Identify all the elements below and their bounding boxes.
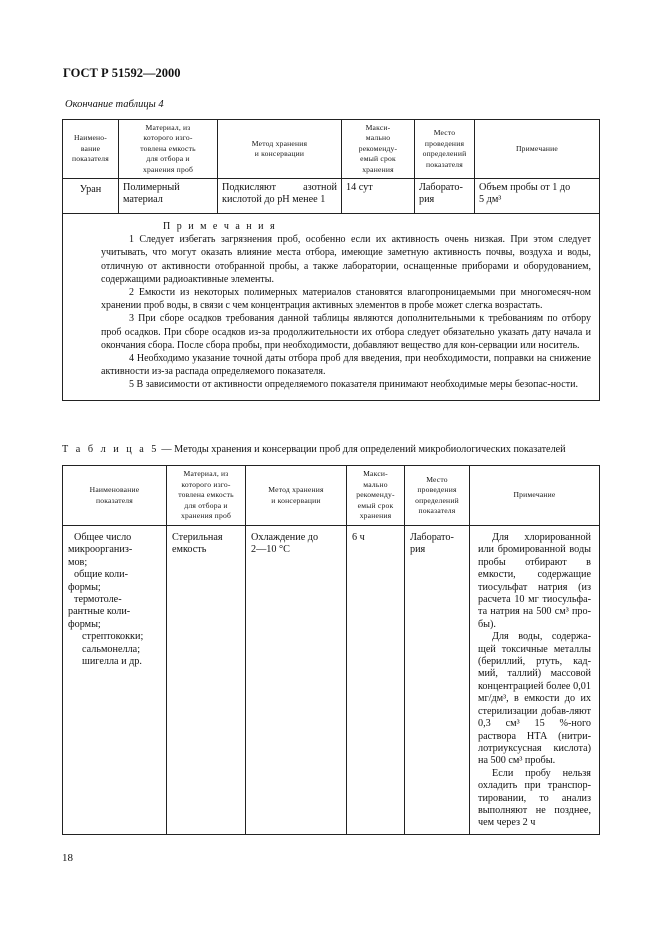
- note-item: 3 При сборе осадков требования данной таблицы являются дополнительными к требованиям по отбору проб осадков. При сборе осадков из-за продолжительности их отбора следует обязательно указать дату начала и окончания сбора. После сбора пробы, при необходимости, добавляют вещество для кон-сервации или носитель.: [101, 313, 591, 351]
- material-cell: Полимерный материал: [119, 179, 218, 214]
- method-cell: Подкисляют азотной кислотой до pH менее 1: [218, 179, 342, 214]
- indicators-cell: Общее число микроорганиз- мов; общие коли- формы; термотоле- рантные коли- формы; стрептококки; сальмонелла; шигелла и др.: [63, 526, 167, 835]
- note-cell: Для хлорированной или бромированной воды пробы отбирают в емкости, содержащие тиосульфат натрия (из расчета 10 мг тиосульфа-та натрия на 500 см³ про-бы). Для воды, содержа-щей токсичные металлы (бериллий, ртуть, кад-мий, таллий) массовой концентрацией более 0,01 мг/дм³, в емкости до их стерилизации добав-ляют 0,3 см³ 15 %-ного раствора НТА (нитри-лотриуксусная кислота) на 500 см³ пробы. Если пробу нельзя охладить при транспор-тировании, то анализ выполняют не позднее, чем через 2 ч: [470, 526, 600, 835]
- table-row: [63, 179, 600, 214]
- note-item: 4 Необходимо указание точной даты отбора проб для введения, при необходимости, поправки на снижение активности из-за распада определяемого показателя.: [101, 353, 591, 378]
- table4-col-header: Макси- мально рекоменду- емый срок хранения: [342, 120, 415, 179]
- table5-col-header: Метод хранения и консервации: [246, 466, 347, 526]
- table5-header-row: [63, 466, 600, 526]
- table-row: [63, 526, 600, 835]
- table4-notes-row: [63, 214, 600, 401]
- notes-cell: [63, 214, 600, 401]
- table4: [62, 119, 600, 401]
- table5-col-header: Макси- мально рекоменду- емый срок хранения: [347, 466, 405, 526]
- table4-col-header: Материал, из которого изго- товлена емкость для отбора и хранения проб: [119, 120, 218, 179]
- table5-col-header: Наименование показателя: [63, 466, 167, 526]
- max-time-cell: 14 сут: [342, 179, 415, 214]
- table4-col-header: Наимено- вание показателя: [63, 120, 119, 179]
- material-cell: Стерильная емкость: [167, 526, 246, 835]
- note-item: 1 Следует избегать загрязнения проб, особенно если их активность очень низкая. При этом следует учитывать, что могут оказать влияние места отбора, имеющие заметную активность почвы, воздуха и воды, отличную от активности отобранной пробы, а также лаборатории, оснащенные приборами и оборудованием, содержащими радиоактивные элементы.: [101, 234, 591, 285]
- table5-col-header: Материал, из которого изго- товлена емкость для отбора и хранения проб: [167, 466, 246, 526]
- table4-continuation-label: Окончание таблицы 4: [65, 99, 164, 110]
- place-cell: Лаборато- рия: [405, 526, 470, 835]
- max-time-cell: 6 ч: [347, 526, 405, 835]
- table5-col-header: Место проведения определений показателя: [405, 466, 470, 526]
- note-item: 5 В зависимости от активности определяемого показателя принимают необходимые меры безопас-ности.: [129, 379, 578, 391]
- note-item: 2 Емкости из некоторых полимерных материалов становятся влагопроницаемыми при многомесяч-ном хранении проб воды, в связи с чем концентрация активных элементов в пробе может слегка возрастать.: [101, 287, 591, 312]
- note-cell: Объем пробы от 1 до 5 дм³: [475, 179, 600, 214]
- table5-caption: Т а б л и ц а 5 — Методы хранения и консервации проб для определений микробиологических показателей: [62, 444, 566, 455]
- method-cell: Охлаждение до 2—10 °С: [246, 526, 347, 835]
- table5-col-header: Примечание: [470, 466, 600, 526]
- page-number: 18: [62, 852, 73, 864]
- standard-header: ГОСТ Р 51592—2000: [63, 66, 181, 80]
- indicator-cell: Уран: [63, 179, 119, 214]
- place-cell: Лаборато- рия: [415, 179, 475, 214]
- table4-col-header: Примечание: [475, 120, 600, 179]
- table5: [62, 465, 600, 835]
- table4-header-row: [63, 120, 600, 179]
- notes-title: П р и м е ч а н и я: [163, 221, 277, 232]
- table4-col-header: Метод хранения и консервации: [218, 120, 342, 179]
- table4-col-header: Место проведения определений показателя: [415, 120, 475, 179]
